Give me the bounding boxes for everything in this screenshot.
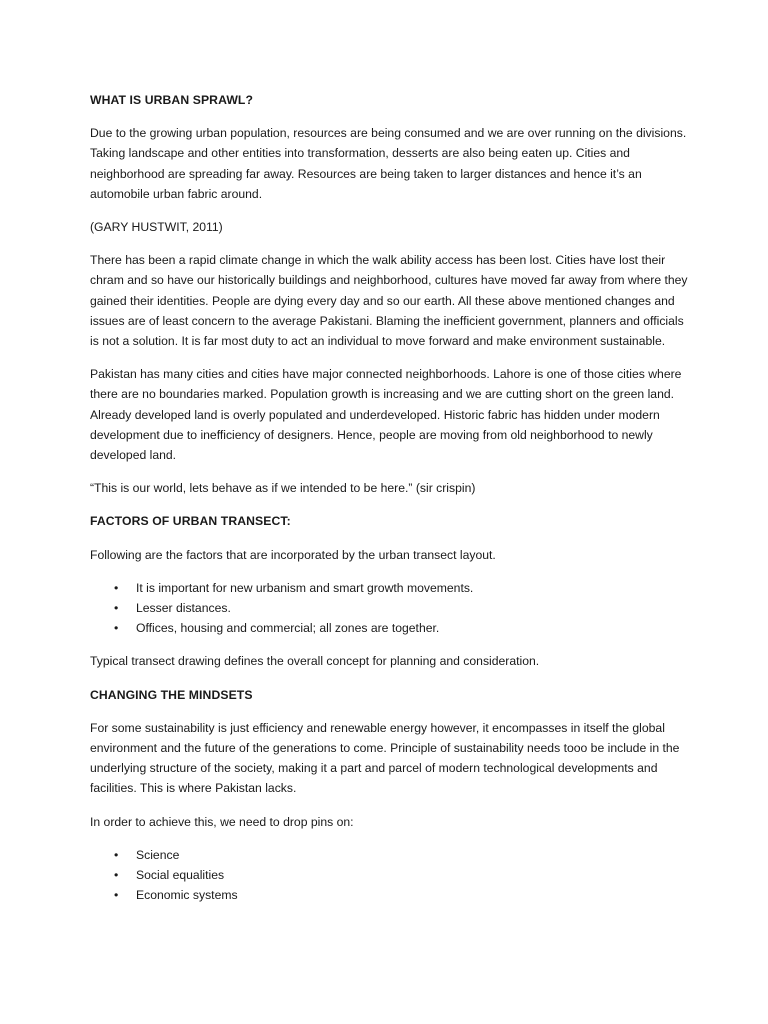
list-item-text: Offices, housing and commercial; all zones are together.	[136, 621, 440, 636]
bullet-icon: •	[114, 847, 119, 862]
factors-list	[90, 578, 690, 639]
pins-list	[90, 845, 690, 906]
document-page	[90, 90, 690, 919]
paragraph-sustainability: For some sustainability is just efficiency and renewable energy however, it encompasses in itself the global environment and the future of the generations to come. Principle of sustainability needs tooo be include in the underlying structure of the society, making it a part and parcel of modern technological developments and facilities. This is where Pakistan lacks.	[90, 720, 680, 796]
paragraph-factors-intro: Following are the factors that are incorporated by the urban transect layout.	[90, 547, 496, 562]
paragraph-growing-population: Due to the growing urban population, resources are being consumed and we are over running on the divisions. Taking landscape and other entities into transformation, desserts are also being eaten up. Cities and neighborhood are spreading far away. Resources are being taken to larger distances and hence it’s an automobile urban fabric around.	[90, 126, 687, 201]
list-item	[114, 598, 690, 618]
list-item-text: Social equalities	[136, 868, 225, 883]
citation: (GARY HUSTWIT, 2011)	[90, 220, 223, 235]
list-item-text: Economic systems	[136, 888, 238, 903]
bullet-icon: •	[114, 580, 119, 595]
bullet-icon: •	[114, 621, 119, 636]
list-item	[114, 865, 690, 885]
list-item-text: Lesser distances.	[136, 601, 231, 616]
list-item	[114, 578, 690, 598]
paragraph-climate-change: There has been a rapid climate change in which the walk ability access has been lost. Cities have lost their chram and so have our historically buildings and neighborhood, cultures have moved far away from where they gained their identities. People are dying every day and so our earth. All these above mentioned changes and issues are of least concern to the average Pakistani. Blaming the inefficient government, planners and officials is not a solution. It is far most duty to act an individual to move forward and make environment sustainable.	[90, 253, 688, 349]
list-item	[114, 845, 690, 865]
list-item	[114, 618, 690, 638]
bullet-icon: •	[114, 601, 119, 616]
paragraph-pakistan-cities: Pakistan has many cities and cities have major connected neighborhoods. Lahore is one of those cities where there are no boundaries marked. Population growth is increasing and we are cutting short on the green land. Already developed land is overly populated and underdeveloped. Historic fabric has hidden under modern development due to inefficiency of designers. Hence, people are moving from old neighborhood to newly developed land.	[90, 367, 682, 463]
paragraph-transect-drawing: Typical transect drawing defines the overall concept for planning and consideration.	[90, 654, 540, 669]
list-item-text: It is important for new urbanism and smart growth movements.	[136, 580, 474, 595]
paragraph-drop-pins: In order to achieve this, we need to drop pins on:	[90, 814, 354, 829]
heading-mindsets: CHANGING THE MINDSETS	[90, 687, 253, 702]
heading-factors: FACTORS OF URBAN TRANSECT:	[90, 514, 291, 529]
list-item	[114, 885, 690, 905]
bullet-icon: •	[114, 868, 119, 883]
quote: “This is our world, lets behave as if we intended to be here.” (sir crispin)	[90, 481, 476, 496]
heading-urban-sprawl: WHAT IS URBAN SPRAWL?	[90, 93, 254, 107]
list-item-text: Science	[136, 847, 180, 862]
bullet-icon: •	[114, 888, 119, 903]
